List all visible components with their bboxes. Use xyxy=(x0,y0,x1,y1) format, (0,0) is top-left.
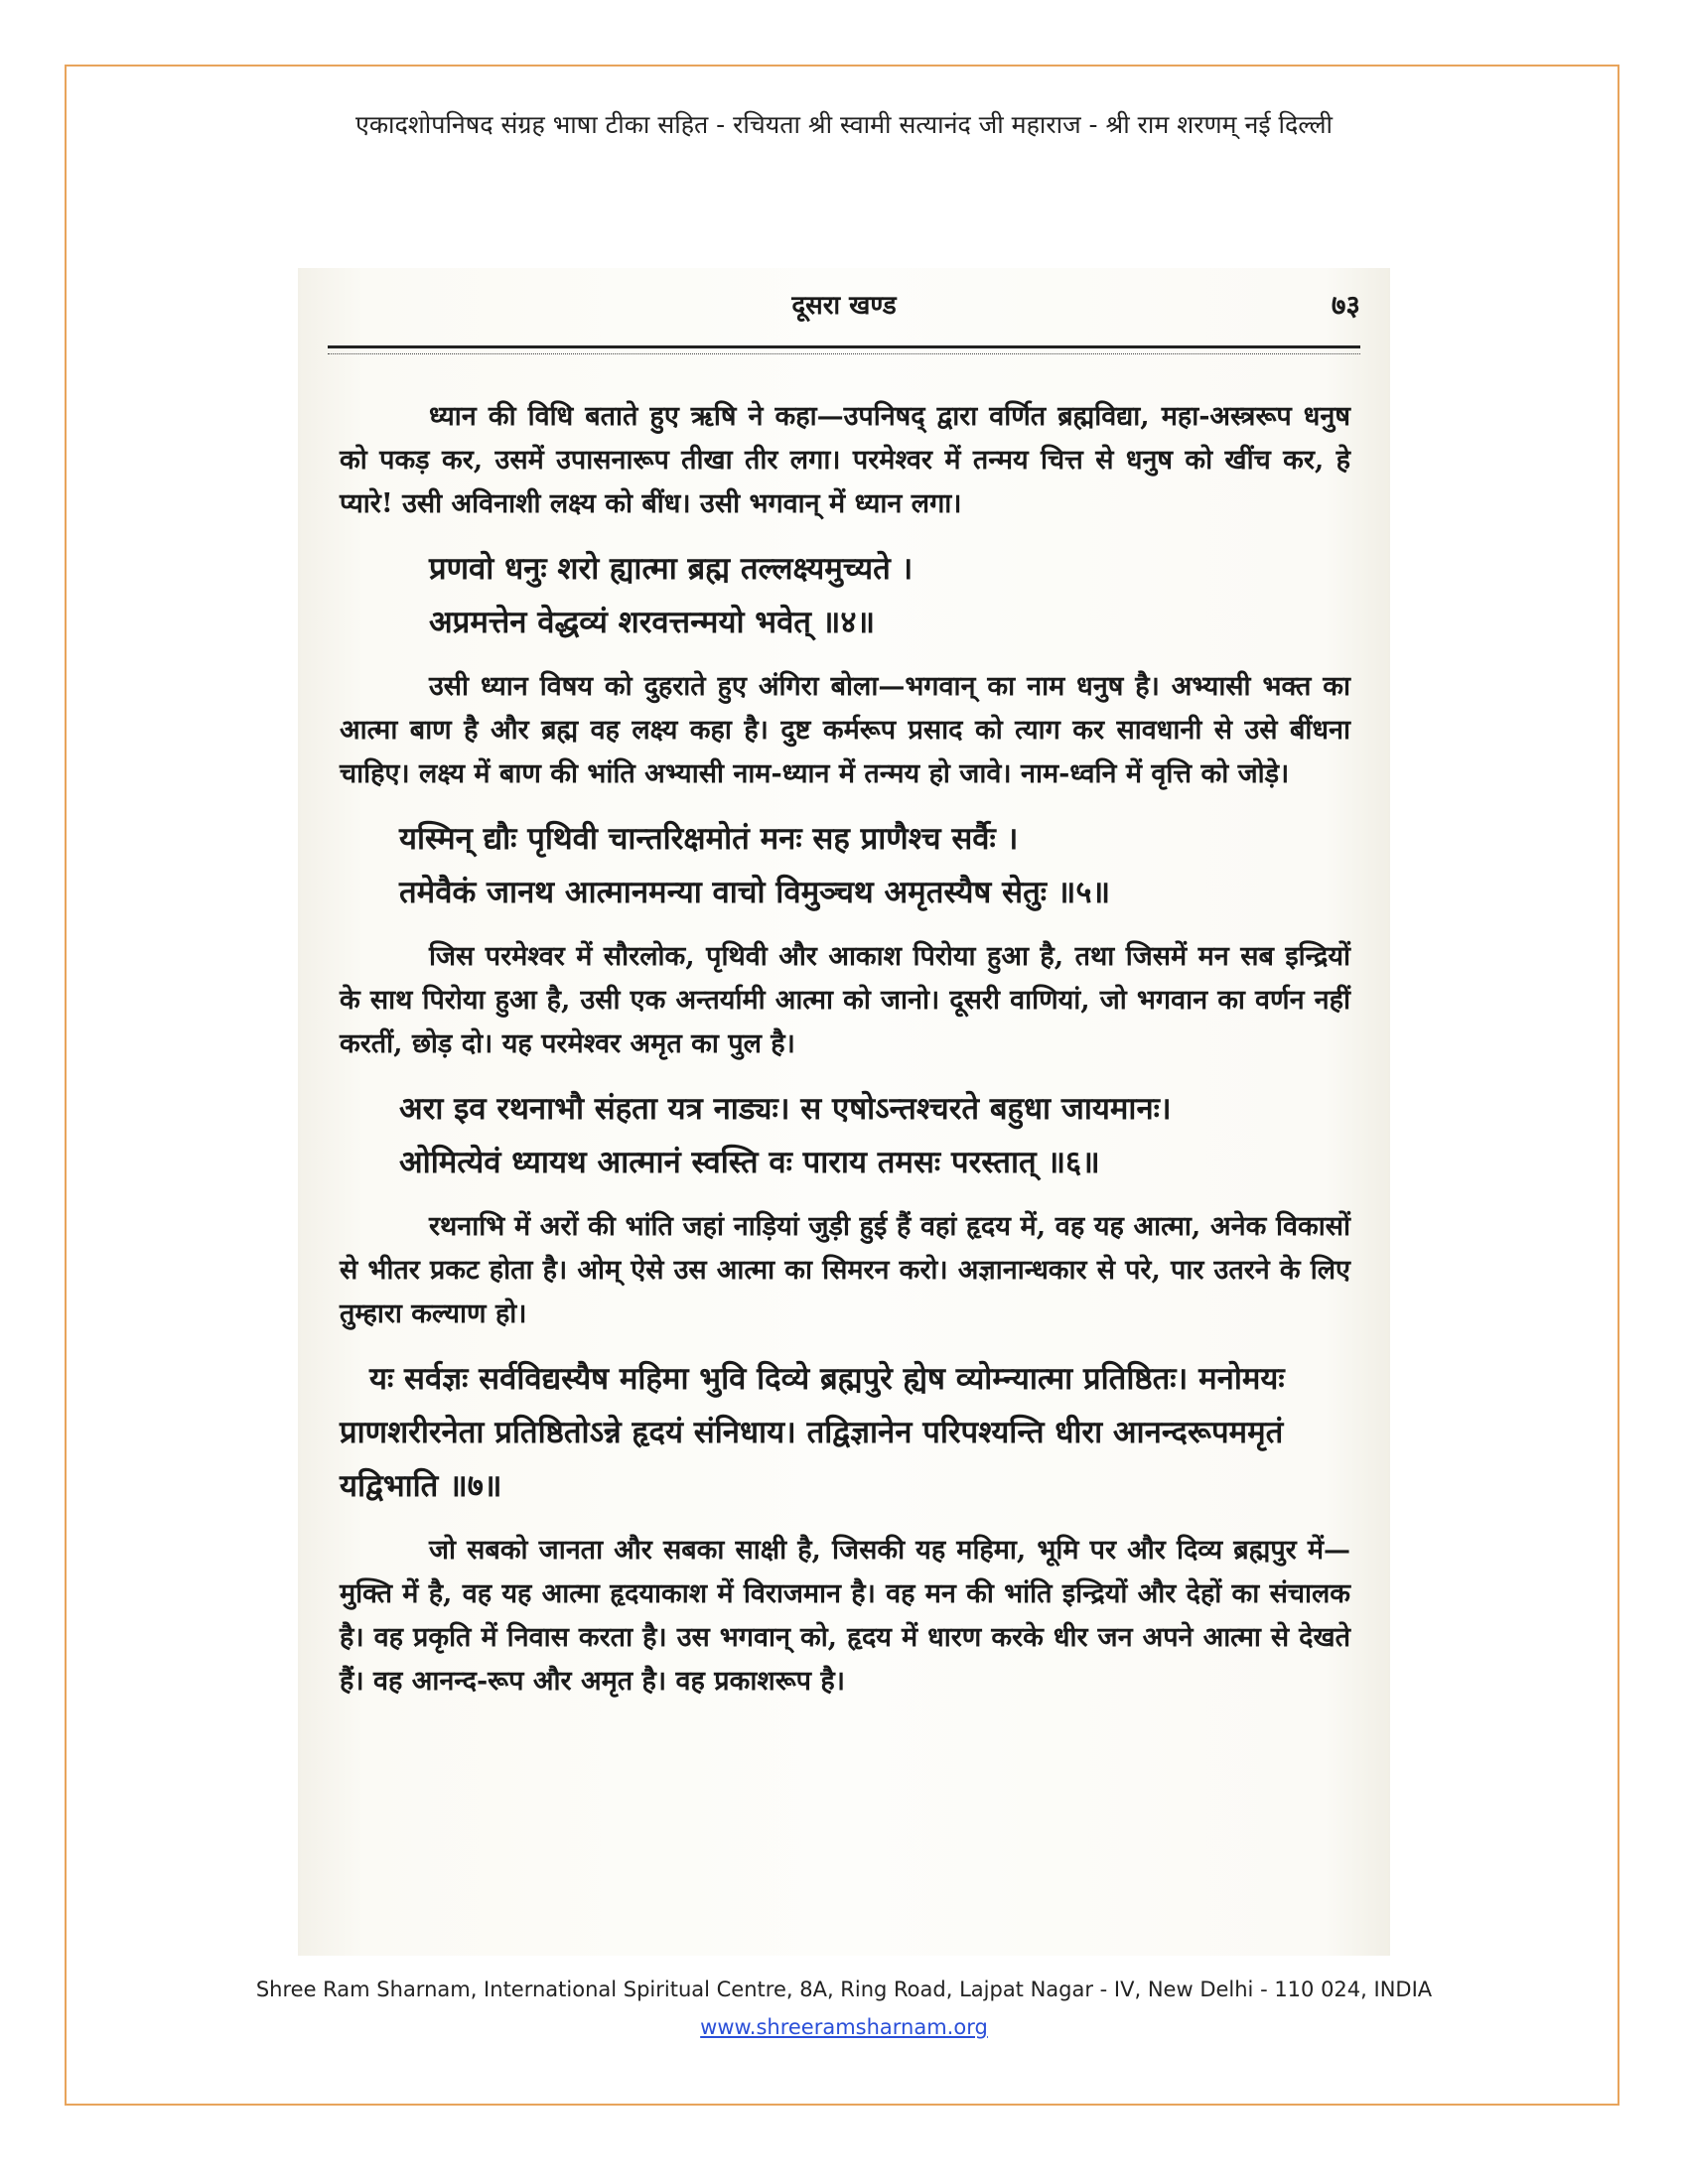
commentary-paragraph: जो सबको जानता और सबका साक्षी है, जिसकी यह महिमा, भूमि पर और दिव्य ब्रह्मपुर में—मुक्ति में है, वह यह आत्मा हृदयाकाश में विराजमान है। वह मन की भांति इन्द्रियों और देहों का संचालक है। वह प्रकृति में निवास करता है। उस भगवान् को, हृदय में धारण करके धीर जन अपने आत्मा से देखते हैं। वह आनन्द-रूप और अमृत है। वह प्रकाशरूप है। xyxy=(340,1535,1350,1697)
website-link[interactable]: www.shreeramsharnam.org xyxy=(700,2015,988,2039)
verse-6 xyxy=(340,1082,1350,1189)
footer-website xyxy=(0,2015,1688,2039)
header-rule-dotted xyxy=(328,353,1360,354)
verse-line: प्रणवो धनुः शरो ह्यात्मा ब्रह्म तल्लक्ष्यमुच्यते । xyxy=(429,551,914,587)
commentary-paragraph: ध्यान की विधि बताते हुए ऋषि ने कहा—उपनिषद् द्वारा वर्णित ब्रह्मविद्या, महा-अस्त्ररूप धनुष को पकड़ कर, उसमें उपासनारूप तीखा तीर लगा। परमेश्वर में तन्मय चित्त से धनुष को खींच कर, हे प्यारे! उसी अविनाशी लक्ष्य को बींध। उसी भगवान् में ध्यान लगा। xyxy=(340,401,1350,519)
commentary-paragraph: जिस परमेश्वर में सौरलोक, पृथिवी और आकाश पिरोया हुआ है, तथा जिसमें मन सब इन्द्रियों के साथ पिरोया हुआ है, उसी एक अन्तर्यामी आत्मा को जानो। दूसरी वाणियां, जो भगवान का वर्णन नहीं करतीं, छोड़ दो। यह परमेश्वर अमृत का पुल है। xyxy=(340,941,1350,1059)
running-header: एकादशोपनिषद संग्रह भाषा टीका सहित - रचियता श्री स्वामी सत्यानंद जी महाराज - श्री राम शरणम् नई दिल्ली xyxy=(355,110,1333,139)
verse-line: अप्रमत्तेन वेद्धव्यं शरवत्तन्मयो भवेत् ॥४॥ xyxy=(429,605,876,640)
verse-7: यः सर्वज्ञः सर्वविद्यस्यैष महिमा भुवि दिव्ये ब्रह्मपुरे ह्येष व्योम्न्यात्मा प्रतिष्ठितः। मनोमयः प्राणशरीरनेता प्रतिष्ठितोऽन्ने हृदयं संनिधाय। तद्विज्ञानेन परिपश्यन्ति धीरा आनन्दरूपममृतं यद्विभाति ॥७॥ xyxy=(340,1361,1285,1504)
verse-line: यस्मिन् द्यौः पृथिवी चान्तरिक्षमोतं मनः सह प्राणैश्च सर्वैः । xyxy=(399,821,1019,857)
verse-line: अरा इव रथनाभौ संहता यत्र नाड्यः। स एषोऽन्तश्चरते बहुधा जायमानः। xyxy=(399,1091,1172,1127)
header-rule xyxy=(328,345,1360,348)
verse-line: तमेवैकं जानथ आत्मानमन्या वाचो विमुञ्चथ अमृतस्यैष सेतुः ॥५॥ xyxy=(399,875,1111,910)
verse-4 xyxy=(340,542,1350,649)
body-text xyxy=(340,395,1350,1719)
footer-address: Shree Ram Sharnam, International Spiritual Centre, 8A, Ring Road, Lajpat Nagar - IV, New Delhi - 110 024, INDIA xyxy=(255,1978,1433,2001)
commentary-paragraph: रथनाभि में अरों की भांति जहां नाड़ियां जुड़ी हुई हैं वहां हृदय में, वह यह आत्मा, अनेक विकासों से भीतर प्रकट होता है। ओम् ऐसे उस आत्मा का सिमरन करो। अज्ञानान्धकार से परे, पार उतरने के लिए तुम्हारा कल्याण हो। xyxy=(340,1211,1350,1329)
page-number: ७३ xyxy=(1331,289,1360,322)
scan-page-head xyxy=(328,286,1360,326)
verse-5 xyxy=(340,812,1350,919)
scanned-page xyxy=(298,268,1390,1956)
commentary-paragraph: उसी ध्यान विषय को दुहराते हुए अंगिरा बोला—भगवान् का नाम धनुष है। अभ्यासी भक्त का आत्मा बाण है और ब्रह्म वह लक्ष्य कहा है। दुष्ट कर्मरूप प्रसाद को त्याग कर सावधानी से उसे बींधना चाहिए। लक्ष्य में बाण की भांति अभ्यासी नाम-ध्यान में तन्मय हो जावे। नाम-ध्वनि में वृत्ति को जोड़े। xyxy=(340,671,1350,789)
section-title: दूसरा खण्ड xyxy=(791,291,897,321)
verse-line: ओमित्येवं ध्यायथ आत्मानं स्वस्ति वः पाराय तमसः परस्तात् ॥६॥ xyxy=(399,1145,1100,1180)
